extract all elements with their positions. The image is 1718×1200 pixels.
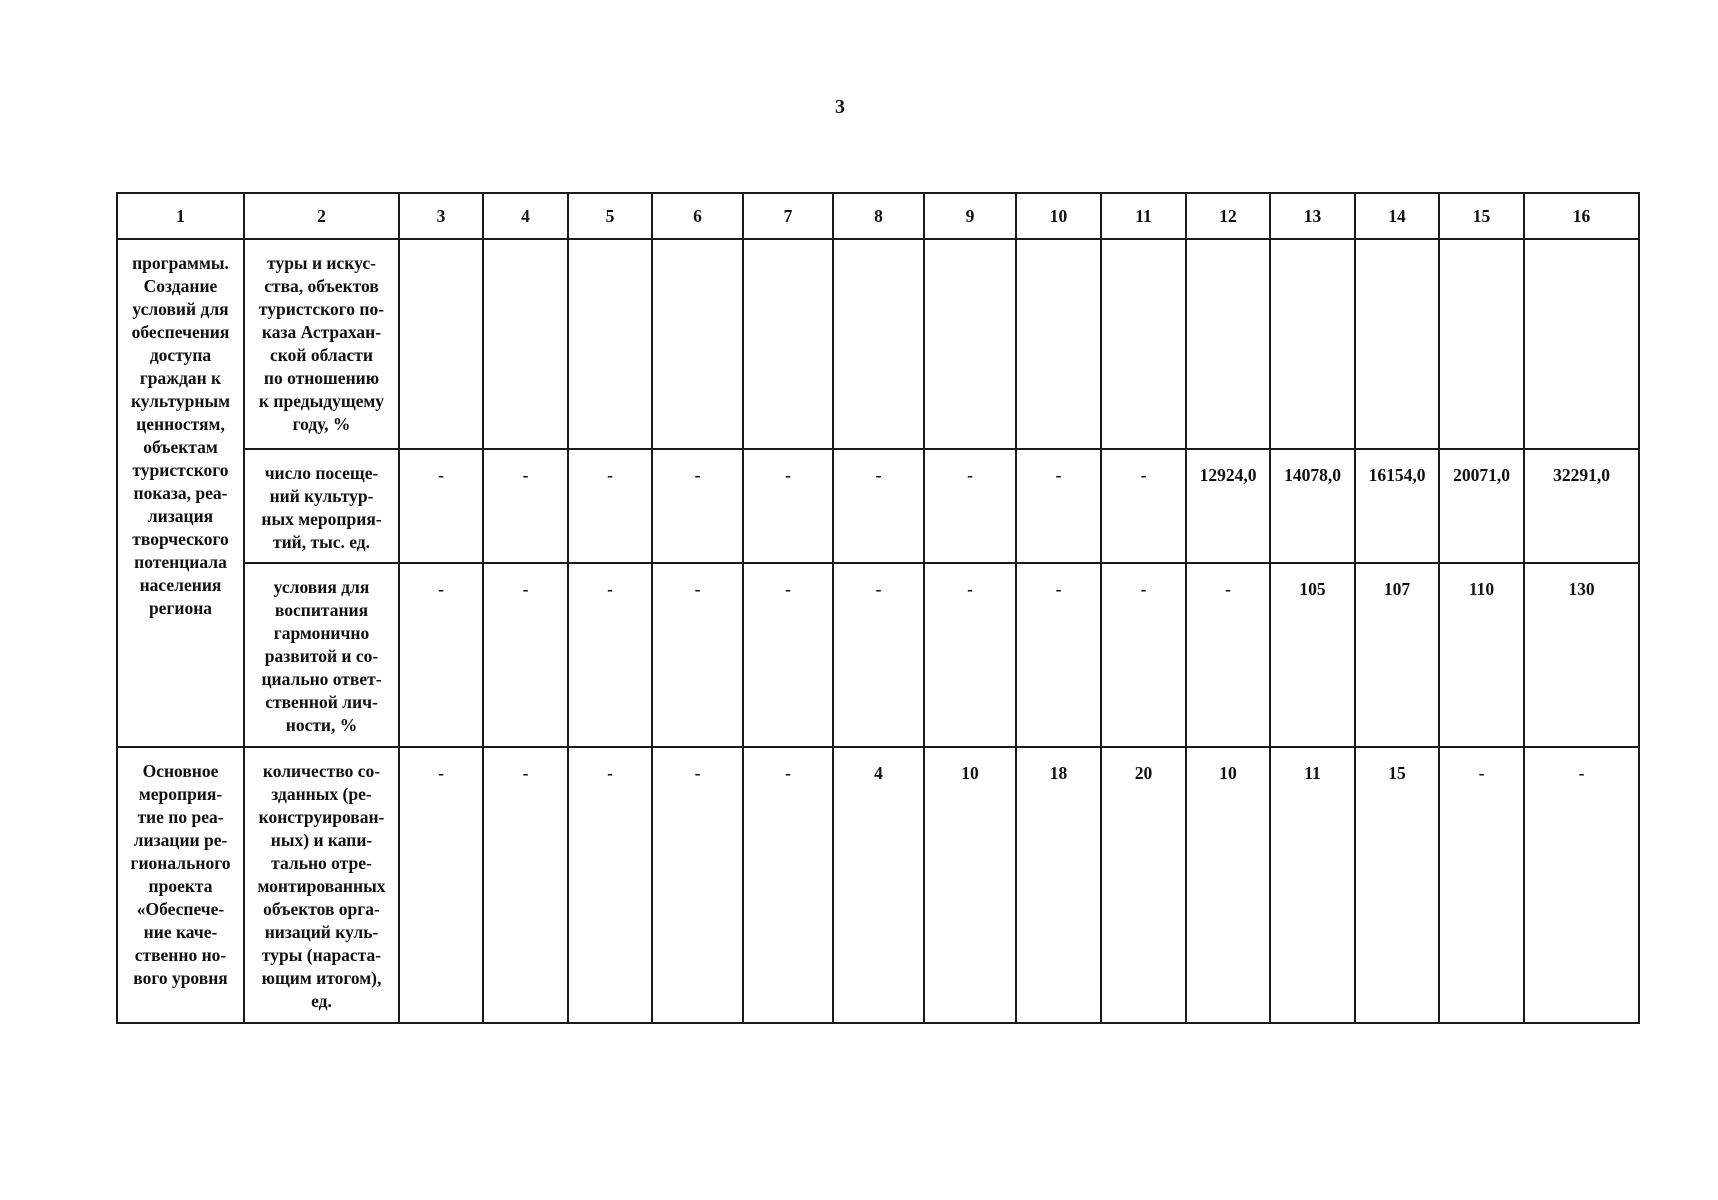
value-text: - (875, 579, 882, 599)
value-text: 18 (1049, 763, 1068, 783)
value-text: - (1478, 763, 1485, 783)
header-cell: 6 (652, 193, 743, 239)
value-text: 11 (1304, 763, 1321, 783)
value-cell (1355, 563, 1439, 747)
indicator-name-cell (244, 239, 399, 449)
header-cell: 9 (924, 193, 1016, 239)
value-text: - (522, 579, 529, 599)
value-text: 15 (1388, 763, 1406, 783)
header-cell: 7 (743, 193, 833, 239)
value-cell (1186, 239, 1270, 449)
program-name-text: программы. Создание условий для обеспечения доступа граждан к культурным ценностям, объектам туристского показа, реа- лизация творческого потенциала населения региона (130, 253, 231, 618)
value-cell (924, 747, 1016, 1023)
value-text: - (694, 579, 701, 599)
value-cell (1186, 449, 1270, 563)
value-cell (1355, 239, 1439, 449)
value-text: - (1578, 763, 1585, 783)
value-text: 10 (961, 763, 979, 783)
header-cell: 10 (1016, 193, 1101, 239)
value-cell (652, 449, 743, 563)
header-cell: 8 (833, 193, 924, 239)
value-cell (1439, 239, 1524, 449)
value-cell (652, 747, 743, 1023)
header-cell: 13 (1270, 193, 1355, 239)
value-text: 105 (1299, 579, 1326, 599)
value-cell (833, 747, 924, 1023)
header-row (117, 193, 1639, 239)
value-cell (1101, 449, 1186, 563)
indicator-name-cell (244, 449, 399, 563)
value-text (569, 240, 651, 254)
value-text: - (694, 465, 701, 485)
value-cell (924, 239, 1016, 449)
program-name-text: Основное мероприя- тие по реа- лизации ре- гионального проекта «Обеспече- ние каче- ственно но- вого уровня (130, 761, 231, 988)
value-cell (1101, 563, 1186, 747)
value-text (400, 240, 482, 254)
value-text (744, 240, 832, 254)
value-cell (399, 747, 483, 1023)
header-cell: 14 (1355, 193, 1439, 239)
header-cell: 15 (1439, 193, 1524, 239)
value-cell (743, 563, 833, 747)
program-name-cell (117, 747, 244, 1023)
value-cell (568, 449, 652, 563)
value-cell (568, 563, 652, 747)
value-text: 130 (1568, 579, 1595, 599)
value-cell (652, 563, 743, 747)
value-cell (1270, 563, 1355, 747)
value-text (1271, 240, 1354, 254)
table-row (117, 239, 1639, 449)
value-text (1525, 240, 1638, 254)
header-cell: 11 (1101, 193, 1186, 239)
value-text: - (785, 579, 791, 599)
value-text: - (785, 763, 791, 783)
indicator-table (116, 192, 1640, 1024)
value-text: - (785, 465, 791, 485)
header-cell: 2 (244, 193, 399, 239)
value-cell (1439, 563, 1524, 747)
value-cell (1101, 747, 1186, 1023)
value-cell (399, 239, 483, 449)
value-text (1017, 240, 1100, 254)
value-cell (1524, 747, 1639, 1023)
value-cell (924, 449, 1016, 563)
value-cell (1524, 563, 1639, 747)
value-text (834, 240, 923, 254)
value-text: 12924,0 (1199, 465, 1257, 485)
value-cell (1439, 747, 1524, 1023)
value-text (1187, 240, 1269, 254)
value-cell (1016, 563, 1101, 747)
value-cell (568, 747, 652, 1023)
value-cell (1186, 563, 1270, 747)
value-cell (652, 239, 743, 449)
value-text: 32291,0 (1553, 465, 1610, 485)
value-cell (1101, 239, 1186, 449)
indicator-name-text: туры и искус- ства, объектов туристского по- каза Астрахан- ской области по отношению к предыдущему году, % (258, 253, 385, 434)
value-cell (1186, 747, 1270, 1023)
value-cell (1355, 449, 1439, 563)
header-cell: 12 (1186, 193, 1270, 239)
value-cell (1270, 747, 1355, 1023)
page-number: 3 (835, 96, 845, 118)
value-cell (833, 563, 924, 747)
indicator-name-cell (244, 747, 399, 1023)
value-cell (1439, 449, 1524, 563)
header-cell: 3 (399, 193, 483, 239)
value-cell (1524, 449, 1639, 563)
value-text: 16154,0 (1368, 465, 1426, 485)
value-text: - (1140, 579, 1147, 599)
value-text: - (1140, 465, 1147, 485)
value-text: - (522, 763, 529, 783)
value-cell (924, 563, 1016, 747)
indicator-name-cell (244, 563, 399, 747)
value-cell (1016, 747, 1101, 1023)
value-text: 20071,0 (1453, 465, 1510, 485)
value-cell (1270, 449, 1355, 563)
value-cell (833, 449, 924, 563)
value-text (925, 240, 1015, 254)
indicator-name-text: количество со- зданных (ре- конструирован- ных) и капи- тально отре- монтированных объектов орга- низаций куль- туры (нараста- ющим итогом), ед. (257, 761, 386, 1011)
table-row (117, 563, 1639, 747)
table-row (117, 747, 1639, 1023)
value-text: - (607, 579, 613, 599)
value-cell (483, 747, 568, 1023)
value-text: 4 (874, 763, 883, 783)
header-cell: 16 (1524, 193, 1639, 239)
value-text: - (875, 465, 882, 485)
value-cell (483, 449, 568, 563)
value-text: 10 (1219, 763, 1237, 783)
value-text: - (1055, 465, 1062, 485)
value-cell (743, 449, 833, 563)
value-text (653, 240, 742, 254)
value-text: 110 (1468, 579, 1495, 599)
value-text: - (967, 579, 973, 599)
value-text: - (694, 763, 701, 783)
value-text: 14078,0 (1284, 465, 1341, 485)
header-cell: 5 (568, 193, 652, 239)
indicator-name-text: число посеще- ний культур- ных мероприя- тий, тыс. ед. (261, 463, 382, 552)
value-cell (743, 747, 833, 1023)
value-cell (399, 563, 483, 747)
value-cell (399, 449, 483, 563)
value-cell (1524, 239, 1639, 449)
value-cell (1270, 239, 1355, 449)
value-cell (743, 239, 833, 449)
value-text: 107 (1383, 579, 1411, 599)
value-text (1102, 240, 1185, 254)
table-row (117, 449, 1639, 563)
program-name-cell (117, 239, 244, 747)
value-text: - (1225, 579, 1231, 599)
value-cell (1016, 449, 1101, 563)
value-text: - (522, 465, 529, 485)
header-cell: 4 (483, 193, 568, 239)
value-text: - (607, 465, 613, 485)
value-cell (1016, 239, 1101, 449)
value-text: - (438, 579, 444, 599)
value-text: - (967, 465, 973, 485)
value-text: - (607, 763, 613, 783)
value-cell (483, 563, 568, 747)
value-text: - (1055, 579, 1062, 599)
header-cell: 1 (117, 193, 244, 239)
value-text: - (438, 763, 444, 783)
value-cell (1355, 747, 1439, 1023)
value-cell (483, 239, 568, 449)
indicator-name-text: условия для воспитания гармонично развитой и со- циально ответ- ственной лич- ности, % (261, 577, 382, 735)
value-text (484, 240, 567, 254)
value-cell (568, 239, 652, 449)
value-text: 20 (1134, 763, 1153, 783)
value-text (1440, 240, 1523, 254)
value-cell (833, 239, 924, 449)
value-text (1356, 240, 1438, 254)
value-text: - (438, 465, 444, 485)
